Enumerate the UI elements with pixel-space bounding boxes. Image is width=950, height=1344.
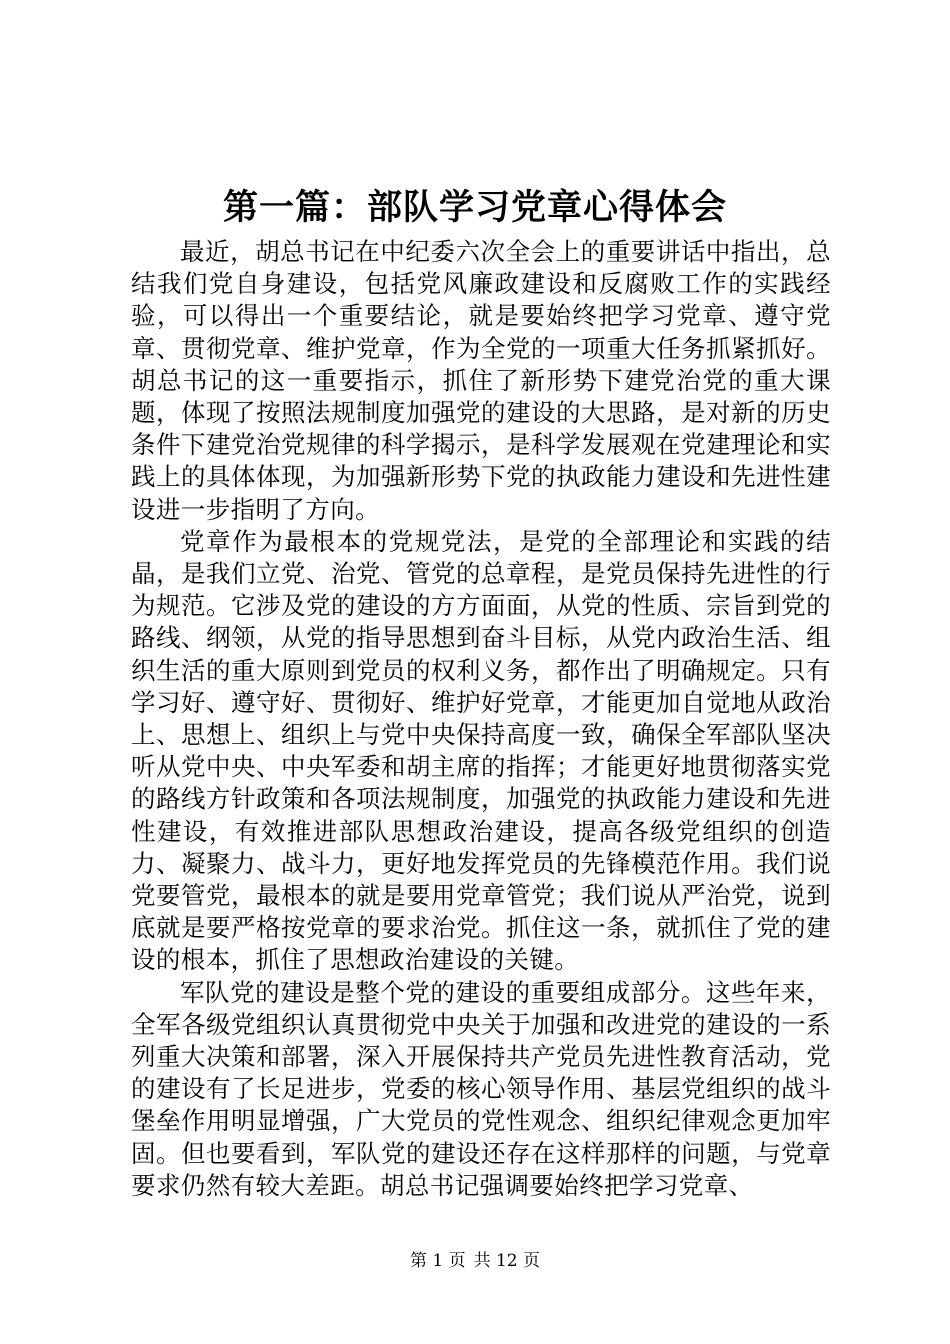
paragraph-1: 最近，胡总书记在中纪委六次全会上的重要讲话中指出，总结我们党自身建设，包括党风廉政建设和反腐败工作的实践经验，可以得出一个重要结论，就是要始终把学习党章、遵守党章、贯彻党章、维护党章，作为全党的一项重大任务抓紧抓好。胡总书记的这一重要指示，抓住了新形势下建党治党的重大课题，体现了按照法规制度加强党的建设的大思路，是对新的历史条件下建党治党规律的科学揭示，是科学发展观在党建理论和实践上的具体体现，为加强新形势下党的执政能力建设和先进性建设进一步指明了方向。 <box>131 237 831 524</box>
document-body <box>131 236 831 1202</box>
page-footer <box>0 1250 950 1272</box>
paragraph-3: 军队党的建设是整个党的建设的重要组成部分。这些年来，全军各级党组织认真贯彻党中央关于加强和改进党的建设的一系列重大决策和部署，深入开展保持共产党员先进性教育活动，党的建设有了长足进步，党委的核心领导作用、基层党组织的战斗堡垒作用明显增强，广大党员的党性观念、组织纪律观念更加牢固。但也要看到，军队党的建设还存在这样那样的问题，与党章要求仍然有较大差距。胡总书记强调要始终把学习党章、 <box>131 977 831 1200</box>
paragraph-2: 党章作为最根本的党规党法，是党的全部理论和实践的结晶，是我们立党、治党、管党的总章程，是党员保持先进性的行为规范。它涉及党的建设的方方面面，从党的性质、宗旨到党的路线、纲领，从党的指导思想到奋斗目标，从党内政治生活、组织生活的重大原则到党员的权利义务，都作出了明确规定。只有学习好、遵守好、贯彻好、维护好党章，才能更加自觉地从政治上、思想上、组织上与党中央保持高度一致，确保全军部队坚决听从党中央、中央军委和胡主席的指挥；才能更好地贯彻落实党的路线方针政策和各项法规制度，加强党的执政能力建设和先进性建设，有效推进部队思想政治建设，提高各级党组织的创造力、凝聚力、战斗力，更好地发挥党员的先锋模范作用。我们说党要管党，最根本的就是要用党章管党；我们说从严治党，说到底就是要严格按党章的要求治党。抓住这一条，就抓住了党的建设的根本，抓住了思想政治建设的关键。 <box>131 526 831 975</box>
document-title: 第一篇：部队学习党章心得体会 <box>222 187 727 228</box>
total-pages: 共 12 页 <box>473 1251 541 1271</box>
page-number: 第 1 页 <box>409 1251 466 1271</box>
